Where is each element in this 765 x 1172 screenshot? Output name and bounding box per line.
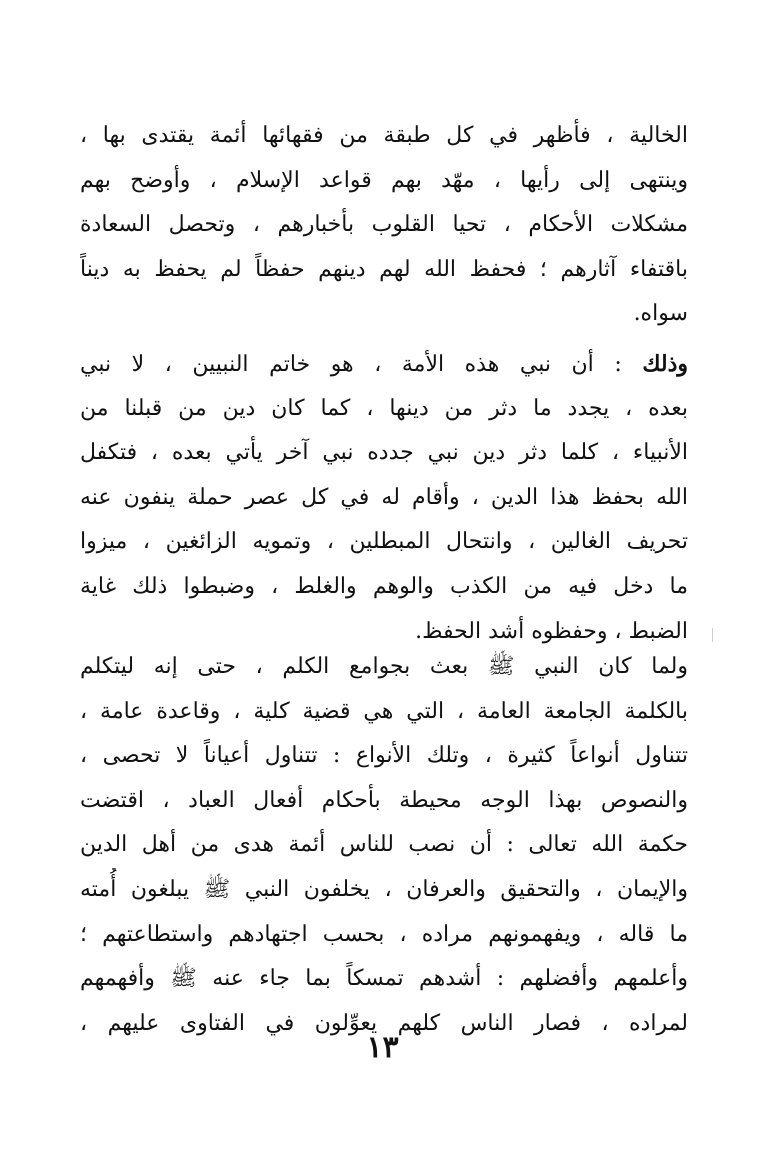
text-line: وينتهى إلى رأيها ، مهّد بهم قواعد الإسلام ، وأوضح بهم [80, 167, 688, 193]
margin-mark [712, 628, 713, 642]
lead-word: وذلك [642, 351, 688, 377]
text-line: سواه. [633, 301, 688, 327]
paragraph-3 [80, 645, 688, 1046]
text-line: تحريف الغالين ، وانتحال المبطلين ، وتمويه الزائغين ، ميزوا [80, 529, 688, 555]
text-line: والنصوص بهذا الوجه محيطة بأحكام أفعال العباد ، اقتضت [80, 787, 688, 813]
text-line: ولما كان النبي ﷺ بعث بجوامع الكلم ، حتى إنه ليتكلم [80, 654, 688, 679]
text-line: ما قاله ، ويفهمونهم مراده ، بحسب اجتهادهم واستطاعتهم ؛ [80, 921, 688, 947]
text-line: الضبط ، وحفظوه أشد الحفظ. [415, 618, 688, 644]
paragraph-1 [80, 114, 688, 337]
text-line: وأعلمهم وأفضلهم : أشدهم تمسكاً بما جاء عنه ﷺ وأفهمهم [80, 966, 688, 992]
text-line-with-lead-word [80, 342, 688, 387]
text-line-rest: : أن نبي هذه الأمة ، هو خاتم النبيين ، لا نبي [80, 352, 622, 377]
text-line: بالكلمة الجامعة العامة ، التي هي قضية كلية ، وقاعدة عامة ، [80, 698, 688, 724]
text-line: الأنبياء ، كلما دثر دين نبي جدده نبي آخر يأتي بعده ، فتكفل [80, 440, 688, 466]
text-line: ما دخل فيه من الكذب والوهم والغلط ، وضبطوا ذلك غاية [80, 573, 688, 599]
text-line: الخالية ، فأظهر في كل طبقة من فقهائها أئمة يقتدى بها ، [80, 123, 688, 148]
paragraph-2 [80, 342, 688, 654]
text-line: لمراده ، فصار الناس كلهم يعوِّلون في الفتاوى عليهم ، [80, 1010, 688, 1036]
text-line: الله بحفظ هذا الدين ، وأقام له في كل عصر حملة ينفون عنه [80, 484, 688, 510]
text-line: مشكلات الأحكام ، تحيا القلوب بأخبارهم ، وتحصل السعادة [80, 212, 688, 238]
page-number: ١٣ [366, 1030, 399, 1065]
text-line: والإيمان ، والتحقيق والعرفان ، يخلفون النبي ﷺ يبلغون أُمته [80, 876, 688, 902]
text-line: حكمة الله تعالى : أن نصب للناس أئمة هدى من أهل الدين [80, 832, 688, 858]
text-line: باقتفاء آثارهم ؛ فحفظ الله لهم دينهم حفظاً لم يحفظ به ديناً [80, 256, 688, 282]
text-line: تتناول أنواعاً كثيرة ، وتلك الأنواع : تتناول أعياناً لا تحصى ، [80, 743, 688, 769]
text-line: بعده ، يجدد ما دثر من دينها ، كما كان دين من قبلنا من [80, 395, 688, 421]
